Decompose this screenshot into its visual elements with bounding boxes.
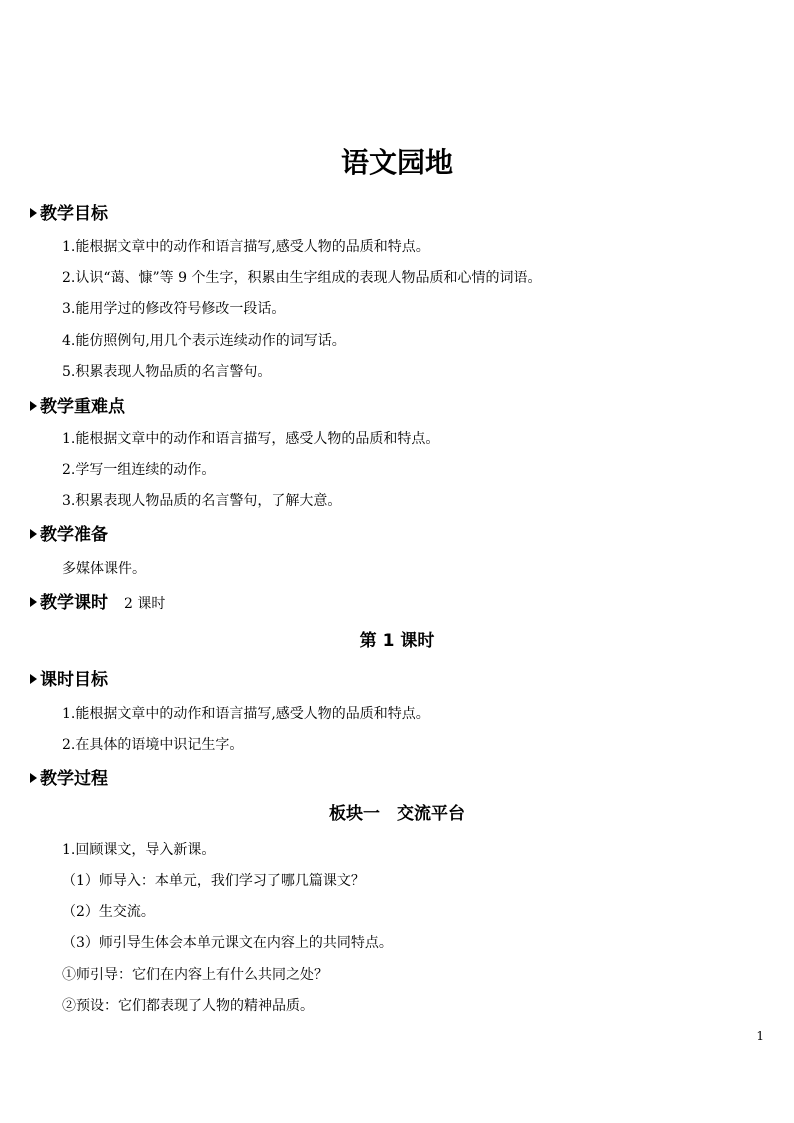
process-item: （3）师引导生体会本单元课文在内容上的共同特点。 xyxy=(62,935,393,951)
process-item: （1）师导入：本单元，我们学习了哪几篇课文？ xyxy=(62,873,365,889)
block-title: 板块一 交流平台 xyxy=(329,804,465,824)
page-title: 语文园地 xyxy=(340,146,453,179)
section-heading-preparation xyxy=(30,523,108,547)
triangle-bullet-icon xyxy=(30,597,37,607)
triangle-bullet-icon xyxy=(30,773,37,783)
section-heading-lesson-goals xyxy=(30,668,108,692)
hours-value: 2 课时 xyxy=(124,596,166,612)
key-point-item: 1.能根据文章中的动作和语言描写，感受人物的品质和特点。 xyxy=(62,431,440,447)
triangle-bullet-icon xyxy=(30,208,37,218)
heading-label: 教学准备 xyxy=(40,525,108,545)
triangle-bullet-icon xyxy=(30,401,37,411)
page-number: 1 xyxy=(756,1029,764,1043)
section-heading-goals xyxy=(30,202,108,226)
process-item: ①师引导：它们在内容上有什么共同之处？ xyxy=(62,967,328,983)
goal-item: 5.积累表现人物品质的名言警句。 xyxy=(62,364,272,380)
heading-label: 教学课时 xyxy=(40,593,108,613)
heading-label: 教学过程 xyxy=(40,769,108,789)
section-heading-process xyxy=(30,767,108,791)
preparation-item: 多媒体课件。 xyxy=(62,561,146,577)
goal-item: 3.能用学过的修改符号修改一段话。 xyxy=(62,301,286,317)
process-item: 1.回顾课文，导入新课。 xyxy=(62,842,216,858)
heading-label: 课时目标 xyxy=(40,670,108,690)
goal-item: 4.能仿照例句,用几个表示连续动作的词写话。 xyxy=(62,333,346,349)
heading-label: 教学重难点 xyxy=(40,397,125,417)
goal-item: 2.认识“蔼、慷”等 9 个生字，积累由生字组成的表现人物品质和心情的词语。 xyxy=(62,270,542,286)
lesson-title: 第 1 课时 xyxy=(359,631,435,651)
goal-item: 1.能根据文章中的动作和语言描写,感受人物的品质和特点。 xyxy=(62,239,430,255)
key-point-item: 3.积累表现人物品质的名言警句，了解大意。 xyxy=(62,493,342,509)
triangle-bullet-icon xyxy=(30,674,37,684)
lesson-goal-item: 2.在具体的语境中识记生字。 xyxy=(62,737,244,753)
section-heading-key-points xyxy=(30,395,125,419)
process-item: （2）生交流。 xyxy=(62,904,155,920)
heading-label: 教学目标 xyxy=(40,204,108,224)
key-point-item: 2.学写一组连续的动作。 xyxy=(62,462,216,478)
lesson-goal-item: 1.能根据文章中的动作和语言描写,感受人物的品质和特点。 xyxy=(62,706,430,722)
section-heading-hours xyxy=(30,591,165,616)
triangle-bullet-icon xyxy=(30,529,37,539)
process-item: ②预设：它们都表现了人物的精神品质。 xyxy=(62,998,314,1014)
